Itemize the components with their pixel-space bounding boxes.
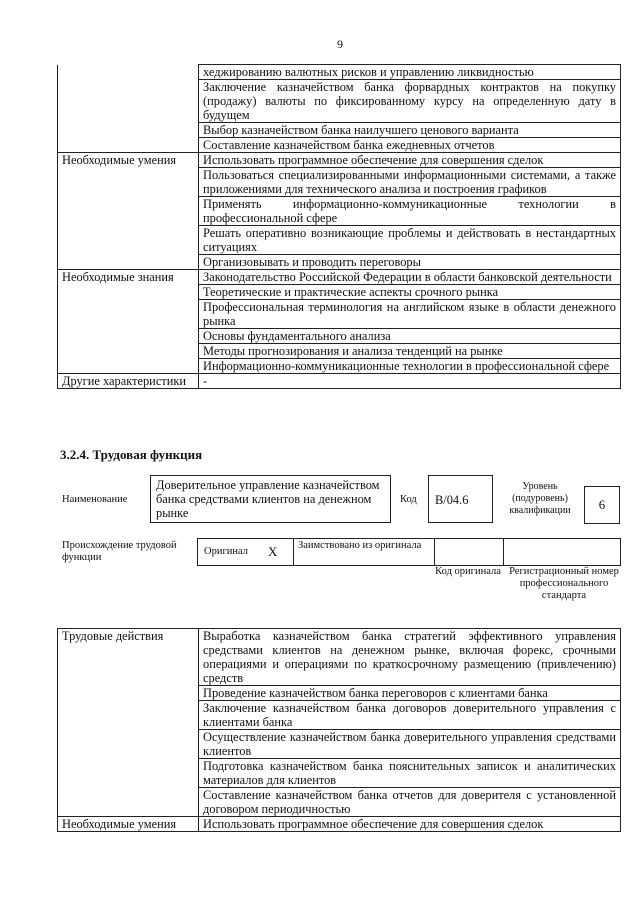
row-text: Заключение казначейством банка форвардных контрактов на покупку (продажу) валюты по фиксированному курсу на определенную дату в будущем xyxy=(199,80,621,123)
row-label xyxy=(58,300,199,329)
table-row xyxy=(58,153,621,168)
table-row xyxy=(58,817,621,832)
table-row xyxy=(58,255,621,270)
table-row xyxy=(58,65,621,80)
row-label: Другие характеристики xyxy=(58,374,199,389)
row-label xyxy=(58,197,199,226)
row-label xyxy=(58,65,199,80)
table-row xyxy=(58,788,621,817)
table-row xyxy=(58,759,621,788)
row-text: Выбор казначейством банка наилучшего ценового варианта xyxy=(199,123,621,138)
table-row xyxy=(58,285,621,300)
original-cell xyxy=(198,539,294,565)
row-text: Основы фундаментального анализа xyxy=(199,329,621,344)
row-label xyxy=(58,686,199,701)
row-label xyxy=(58,255,199,270)
row-text: Профессиональная терминология на английском языке в области денежного рынка xyxy=(199,300,621,329)
original-mark: X xyxy=(268,544,278,559)
row-label xyxy=(58,701,199,730)
table-row xyxy=(58,359,621,374)
row-label xyxy=(58,123,199,138)
table-row xyxy=(58,730,621,759)
row-label xyxy=(58,285,199,300)
row-label xyxy=(58,759,199,788)
table-row xyxy=(58,168,621,197)
level-value: 6 xyxy=(598,497,606,512)
labor-actions-table xyxy=(57,628,621,832)
table-row xyxy=(58,138,621,153)
row-text: Использовать программное обеспечение для совершения сделок xyxy=(199,153,621,168)
row-label xyxy=(58,80,199,123)
row-label xyxy=(58,168,199,197)
row-label: Необходимые знания xyxy=(58,270,199,285)
row-label: Необходимые умения xyxy=(58,817,199,832)
row-label: Трудовые действия xyxy=(58,629,199,686)
table-row xyxy=(58,123,621,138)
row-text: Подготовка казначейством банка пояснительных записок и аналитических материалов для клиентов xyxy=(199,759,621,788)
requirements-table-top xyxy=(57,64,621,389)
table-row xyxy=(58,629,621,686)
row-text: Заключение казначейством банка договоров доверительного управления с клиентами банка xyxy=(199,701,621,730)
table-row xyxy=(58,329,621,344)
row-text: Составление казначейством банка отчетов для доверителя с установленной договором периодичностью xyxy=(199,788,621,817)
row-text: Осуществление казначейством банка доверительного управления средствами клиентов xyxy=(199,730,621,759)
section-title: 3.2.4. Трудовая функция xyxy=(60,447,203,462)
borrowed-label: Заимствовано из оригинала xyxy=(298,540,422,551)
row-text: Организовывать и проводить переговоры xyxy=(199,255,621,270)
row-label xyxy=(58,730,199,759)
level-label: Уровень (подуровень) квалификации xyxy=(509,481,571,516)
code-original-caption: Код оригинала xyxy=(435,566,501,577)
table-row xyxy=(58,197,621,226)
table-row xyxy=(58,80,621,123)
row-text: Методы прогнозирования и анализа тенденций на рынке xyxy=(199,344,621,359)
row-label xyxy=(58,138,199,153)
row-text: Составление казначейством банка ежедневных отчетов xyxy=(199,138,621,153)
row-text: Применять информационно-коммуникационные технологии в профессиональной сфере xyxy=(199,197,621,226)
origin-label: Происхождение трудовой функции xyxy=(62,540,177,563)
row-text: Проведение казначейством банка переговоров с клиентами банка xyxy=(199,686,621,701)
row-label xyxy=(58,788,199,817)
level-box xyxy=(584,486,620,524)
row-label xyxy=(58,226,199,255)
row-label xyxy=(58,329,199,344)
row-text: Теоретические и практические аспекты срочного рынка xyxy=(199,285,621,300)
origin-row xyxy=(197,538,621,566)
table-row xyxy=(58,270,621,285)
row-text: Решать оперативно возникающие проблемы и действовать в нестандартных ситуациях xyxy=(199,226,621,255)
row-label xyxy=(58,344,199,359)
row-text: хеджированию валютных рисков и управлению ликвидностью xyxy=(199,65,621,80)
table-row xyxy=(58,374,621,389)
code-original-cell xyxy=(434,539,504,565)
row-text: Использовать программное обеспечение для совершения сделок xyxy=(199,817,621,832)
function-name-value: Доверительное управление казначейством банка средствами клиентов на денежном рынке xyxy=(156,478,380,520)
table-row xyxy=(58,300,621,329)
table-row xyxy=(58,344,621,359)
table-row xyxy=(58,226,621,255)
row-label xyxy=(58,359,199,374)
reg-number-caption: Регистрационный номер профессионального стандарта xyxy=(509,566,619,601)
table-row xyxy=(58,686,621,701)
row-text: Пользоваться специализированными информационными системами, а также приложениями для технического анализа и построения графиков xyxy=(199,168,621,197)
table-row xyxy=(58,701,621,730)
function-name-box xyxy=(150,475,391,523)
row-text: - xyxy=(199,374,621,389)
row-text: Информационно-коммуникационные технологии в профессиональной сфере xyxy=(199,359,621,374)
name-label: Наименование xyxy=(62,494,128,505)
page-number: 9 xyxy=(337,37,343,51)
function-code-value: B/04.6 xyxy=(435,493,469,507)
row-text: Выработка казначейством банка стратегий эффективного управления средствами клиентов на денежном рынке, включая форекс, срочными операциями и операциями по краткосрочному размещению (привлечению) средств xyxy=(199,629,621,686)
code-label: Код xyxy=(400,494,417,505)
function-code-box xyxy=(428,475,493,523)
original-label: Оригинал xyxy=(204,546,248,557)
row-label: Необходимые умения xyxy=(58,153,199,168)
row-text: Законодательство Российской Федерации в области банковской деятельности xyxy=(199,270,621,285)
